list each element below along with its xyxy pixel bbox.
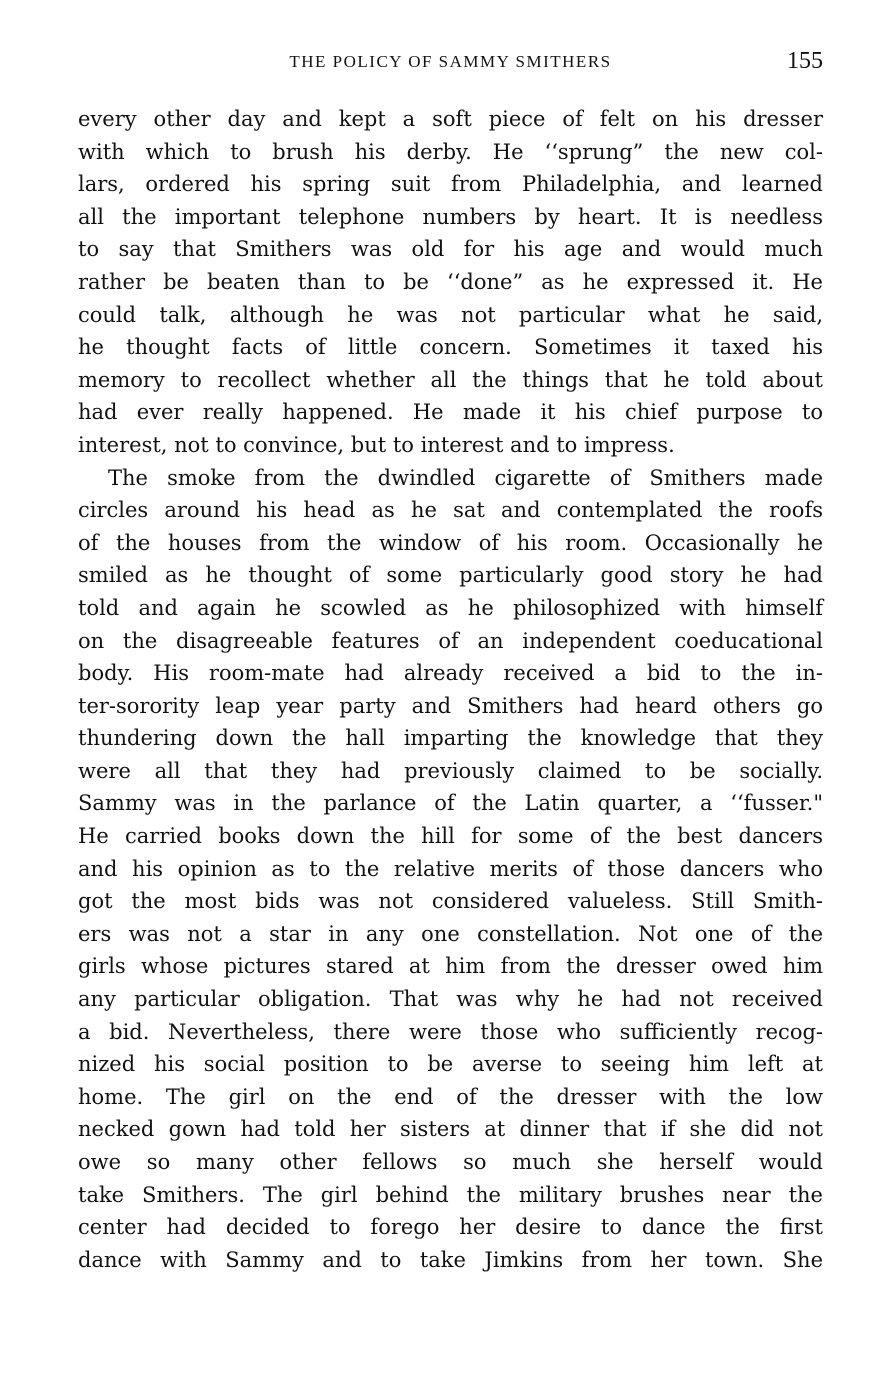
text-line: necked gown had told her sisters at dinner that if she did not — [78, 1117, 823, 1142]
paragraph — [78, 103, 823, 462]
text-line: he thought facts of little concern. Sometimes it taxed his — [78, 335, 823, 360]
text-line: thundering down the hall imparting the knowledge that they — [78, 726, 823, 751]
text-line: on the disagreeable features of an independent coeducational — [78, 628, 823, 653]
text-line: owe so many other fellows so much she herself would — [78, 1150, 823, 1174]
text-line: with which to brush his derby. He ‘‘sprung” the new col- — [78, 139, 823, 164]
text-line: ers was not a star in any one constellation. Not one of the — [78, 921, 823, 946]
text-line: every other day and kept a soft piece of felt on his dresser — [78, 107, 823, 131]
text-line: interest, not to convince, but to interest and to impress. — [78, 432, 675, 457]
text-line: got the most bids was not considered valueless. Still Smith- — [78, 889, 823, 914]
text-line: could talk, although he was not particular what he said, — [78, 302, 823, 327]
running-head — [78, 48, 823, 78]
running-title: THE POLICY OF SAMMY SMITHERS — [289, 52, 612, 71]
text-line: told and again he scowled as he philosophized with himself — [78, 595, 823, 620]
text-line: were all that they had previously claimed to be socially. — [78, 758, 823, 783]
text-line: of the houses from the window of his room. Occasionally he — [78, 530, 823, 555]
text-line: all the important telephone numbers by heart. It is needless — [78, 204, 823, 229]
text-line: center had decided to forego her desire to dance the first — [78, 1215, 823, 1240]
text-line: a bid. Nevertheless, there were those who sufficiently recog- — [78, 1019, 823, 1044]
text-line: any particular obligation. That was why he had not received — [78, 987, 823, 1012]
page-number: 155 — [787, 48, 823, 74]
text-line: circles around his head as he sat and contemplated the roofs — [78, 498, 823, 523]
text-line: girls whose pictures stared at him from the dresser owed him — [78, 954, 823, 979]
text-line: home. The girl on the end of the dresser with the low — [78, 1084, 823, 1109]
text-line: memory to recollect whether all the things that he told about — [78, 367, 823, 392]
text-line: rather be beaten than to be ‘‘done” as he expressed it. He — [78, 269, 823, 294]
text-line: Sammy was in the parlance of the Latin quarter, a ‘‘fusser." — [78, 791, 823, 816]
text-line: dance with Sammy and to take Jimkins from her town. She — [78, 1247, 823, 1272]
text-line: to say that Smithers was old for his age and would much — [78, 237, 823, 262]
text-line: and his opinion as to the relative merits of those dancers who — [78, 856, 823, 881]
text-line: He carried books down the hill for some of the best dancers — [78, 824, 823, 849]
text-line: lars, ordered his spring suit from Philadelphia, and learned — [78, 172, 823, 197]
text-line: ter-sorority leap year party and Smithers had heard others go — [78, 693, 823, 718]
text-line: The smoke from the dwindled cigarette of Smithers made — [108, 465, 823, 490]
text-line: body. His room-mate had already received a bid to the in- — [78, 661, 823, 686]
body-text — [78, 103, 823, 1276]
paragraph — [78, 462, 823, 1277]
text-line: had ever really happened. He made it his chief purpose to — [78, 400, 823, 425]
text-line: nized his social position to be averse to seeing him left at — [78, 1052, 823, 1077]
text-line: smiled as he thought of some particularly good story he had — [78, 563, 823, 588]
text-line: take Smithers. The girl behind the military brushes near the — [78, 1182, 823, 1207]
